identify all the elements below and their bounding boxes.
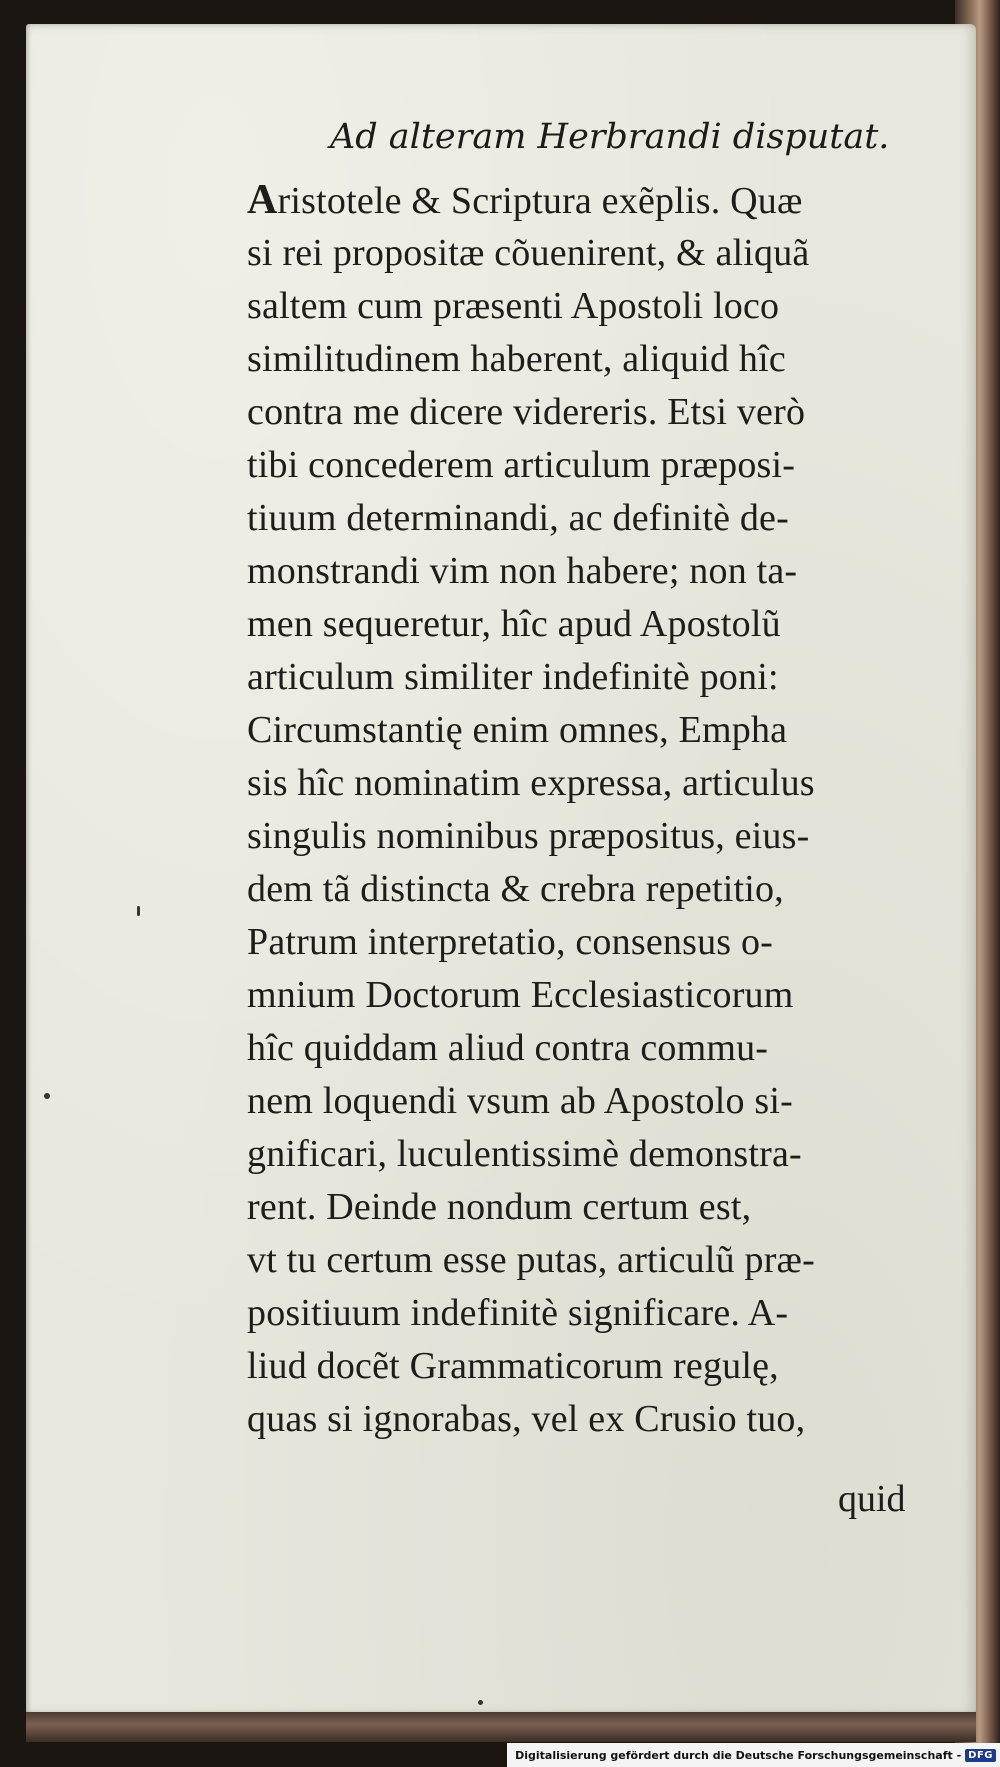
text-line: singulis nominibus præpositus, eius-: [247, 815, 810, 857]
text-line: men sequeretur, hîc apud Apostolũ: [247, 603, 781, 645]
text-line: Circumstantię enim omnes, Empha: [247, 709, 788, 751]
text-line: si rei propositæ cõuenirent, & aliquã: [247, 232, 810, 274]
page-bottom-edge: [26, 1712, 976, 1742]
text-line: articulum similiter indefinitè poni:: [247, 656, 779, 698]
text-line: tibi concederem articulum præposi-: [247, 444, 796, 486]
ink-speck: [137, 906, 140, 916]
text-line: tiuum determinandi, ac definitè de-: [247, 497, 789, 539]
text-line: Patrum interpretatio, consensus o-: [247, 921, 774, 963]
ink-speck: [478, 1700, 483, 1705]
text-line: dem tã distincta & crebra repetitio,: [247, 868, 784, 910]
text-line: quas si ignorabas, vel ex Crusio tuo,: [247, 1398, 806, 1440]
text-line: vt tu certum esse putas, articulũ præ-: [247, 1239, 815, 1281]
body-text: [247, 174, 937, 1446]
text-line: mnium Doctorum Ecclesiasticorum: [247, 974, 794, 1016]
text-line: Aristotele & Scriptura exẽplis. Quæ: [247, 177, 803, 223]
credit-text: Digitalisierung gefördert durch die Deutsche Forschungsgemeinschaft -: [515, 1748, 962, 1762]
catchword: quid: [838, 1478, 906, 1520]
running-title: Ad alteram Herbrandi disputat.: [330, 117, 890, 157]
text-line: liud docẽt Grammaticorum regulę,: [247, 1345, 779, 1387]
ink-speck: [44, 1093, 50, 1099]
text-line: gnificari, luculentissimè demonstra-: [247, 1133, 802, 1175]
text-line: positiuum indefinitè significare. A-: [247, 1292, 789, 1334]
text-line: monstrandi vim non habere; non ta-: [247, 550, 798, 592]
text-line: saltem cum præsenti Apostoli loco: [247, 285, 780, 327]
dfg-logo: DFG: [965, 1749, 996, 1762]
digitization-credit: [507, 1743, 1000, 1767]
text-line: nem loquendi vsum ab Apostolo si-: [247, 1080, 793, 1122]
text-line: similitudinem haberent, aliquid hîc: [247, 338, 786, 380]
text-line: rent. Deinde nondum certum est,: [247, 1186, 752, 1228]
text-line: sis hîc nominatim expressa, articulus: [247, 762, 815, 804]
text-line: contra me dicere videreris. Etsi verò: [247, 391, 806, 433]
text-line: hîc quiddam aliud contra commu-: [247, 1027, 769, 1069]
